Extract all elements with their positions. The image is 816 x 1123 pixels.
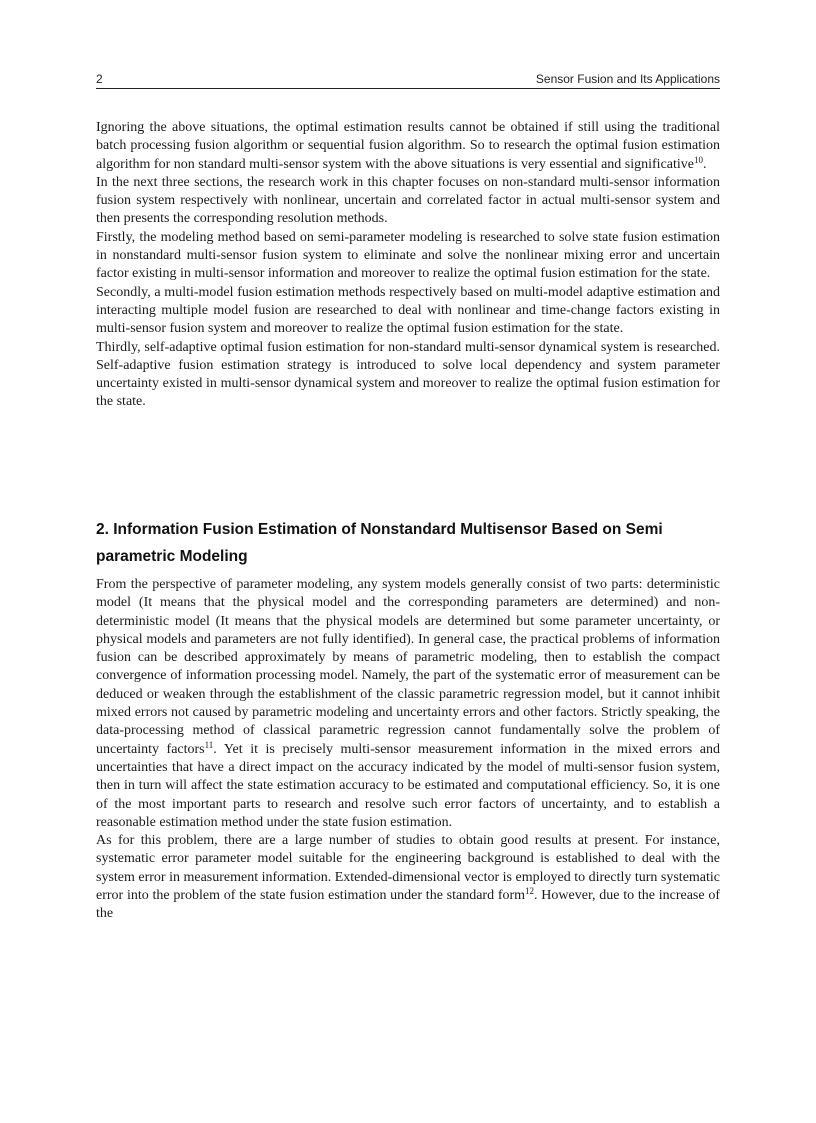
intro-paragraph-5: Thirdly, self-adaptive optimal fusion estimation for non-standard multi-sensor dynamical system is researched. Self-adaptive fusion estimation strategy is introduced to solve local dependency and system parameter uncertainty existed in multi-sensor dynamical system and moreover to realize the optimal fusion estimation for the state. (96, 339, 720, 410)
citation-10: 10 (694, 154, 703, 165)
section-2-heading: 2. Information Fusion Estimation of Nonstandard Multisensor Based on Semi parametric Modeling (96, 521, 663, 565)
page-number: 2 (96, 72, 103, 86)
citation-11: 11 (204, 739, 214, 750)
section-2-text (96, 576, 720, 924)
intro-paragraph-4: Secondly, a multi-model fusion estimation methods respectively based on multi-model adaptive estimation and interacting multiple model fusion are researched to deal with nonlinear and time-change factors existing in multi-sensor fusion system and moreover to realize the optimal fusion estimation for the state. (96, 284, 720, 337)
book-title: Sensor Fusion and Its Applications (535, 72, 720, 86)
running-header (96, 70, 720, 89)
intro-text (96, 119, 720, 412)
citation-12: 12 (525, 886, 535, 897)
section-2-paragraph-2: As for this problem, there are a large number of studies to obtain good results at present. For instance, systematic error parameter model suitable for the engineering background is established to deal with the system error in measurement information. Extended-dimensional vector is employed to directly turn systematic error into the problem of the state fusion estimation under the standard form$^{12}$. However, due to the increase of the (96, 833, 720, 922)
intro-paragraph-1: Ignoring the above situations, the optimal estimation results cannot be obtained if still using the traditional batch processing fusion algorithm or sequential fusion algorithm. So to research the optimal fusion estimation algorithm for non standard multi-sensor system with the above situations is very essential and significative$^{10}$. (96, 120, 720, 172)
intro-paragraph-3: Firstly, the modeling method based on semi-parameter modeling is researched to solve state fusion estimation in nonstandard multi-sensor fusion system to eliminate and solve the nonlinear mixing error and uncertain factor existing in multi-sensor information and moreover to realize the optimal fusion estimation for the state. (96, 229, 720, 282)
intro-paragraph-2: In the next three sections, the research work in this chapter focuses on non-standard multi-sensor information fusion system respectively with nonlinear, uncertain and correlated factor in actual multi-sensor system and then presents the corresponding resolution methods. (96, 174, 720, 227)
section-2-paragraph-1: From the perspective of parameter modeling, any system models generally consist of two parts: deterministic model (It means that the physical model and the corresponding parameters are determined) and non-deterministic model (It means that the physical models are determined but some parameter uncertainty, or physical models and parameters are not fully identified). In general case, the practical problems of information fusion can be described approximately by means of parametric modeling, then to establish the compact convergence of information processing model. Namely, the part of the systematic error of measurement can be deduced or weaken through the establishment of the classic parametric regression model, but it cannot inhibit mixed errors not caused by parametric modeling and uncertainty errors and other factors. Strictly speaking, the data-processing method of classical parametric regression cannot fundamentally solve the problem of uncertainty factors$^{11}$. Yet it is precisely multi-sensor measurement information in the mixed errors and uncertainties that have a direct impact on the accuracy indicated by the model of multi-sensor fusion system, then in turn will affect the state estimation accuracy to be estimated and computational efficiency. So, it is one of the most important parts to research and resolve such error factors of uncertainty, and to establish a reasonable estimation method under the state fusion estimation. (96, 577, 721, 830)
